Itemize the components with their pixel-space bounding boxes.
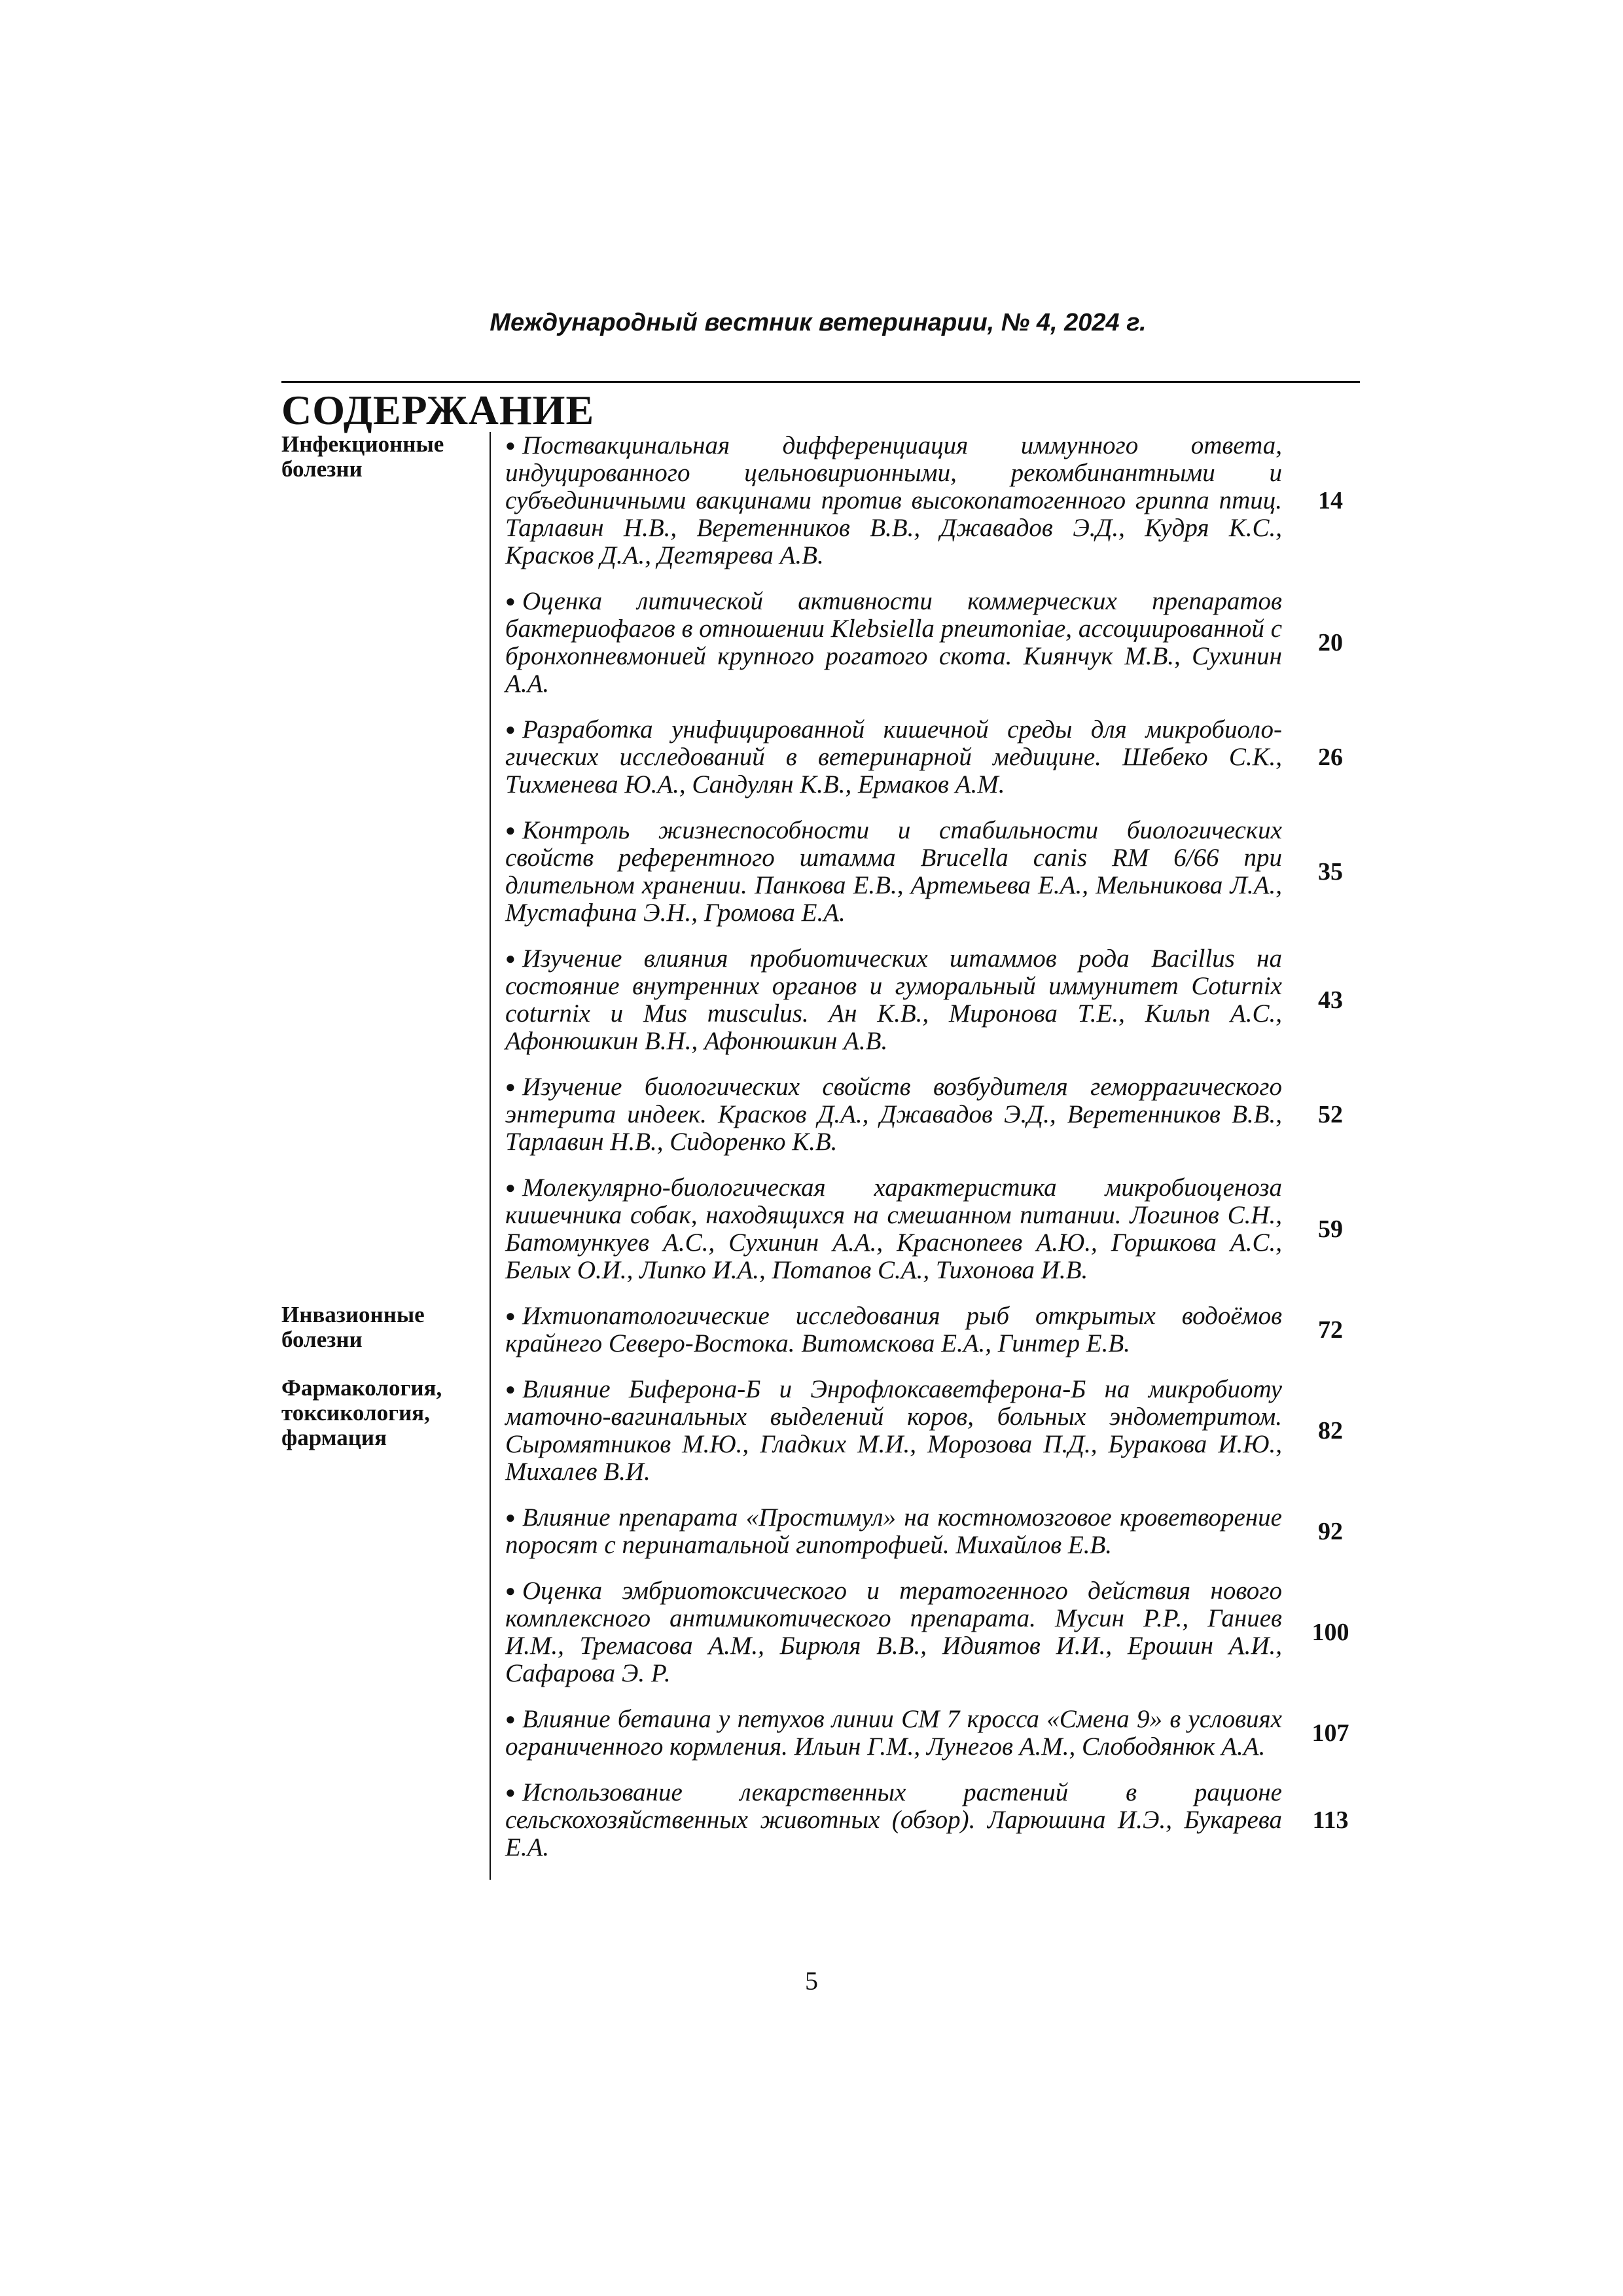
toc-entry[interactable] bbox=[505, 1376, 1282, 1486]
entry-page-number: 26 bbox=[1318, 744, 1343, 771]
section-cell bbox=[281, 945, 490, 1073]
toc-row bbox=[281, 588, 1359, 716]
entry-page-number: 20 bbox=[1318, 629, 1343, 656]
toc-entry[interactable] bbox=[505, 1577, 1282, 1687]
entry-cell bbox=[490, 1174, 1302, 1302]
entry-cell bbox=[490, 1302, 1302, 1376]
toc-body bbox=[281, 432, 1359, 1880]
entry-title: Оценка эмбриотоксического и тератогенного действия нового комплексного антимикотического препарата. Мусин Р.Р., Ганиев И.М., Тремасова А.М., Бирюля В.В., Идиятов И.И., Ерошин А.И., Сафарова Э. Р. bbox=[505, 1577, 1282, 1687]
toc-row bbox=[281, 1376, 1359, 1504]
section-cell bbox=[281, 1376, 490, 1504]
toc-entry[interactable] bbox=[505, 817, 1282, 927]
entry-page-number: 52 bbox=[1318, 1101, 1343, 1128]
table-of-contents bbox=[281, 432, 1360, 1880]
entry-cell bbox=[490, 1376, 1302, 1504]
toc-row bbox=[281, 945, 1359, 1073]
toc-row bbox=[281, 1779, 1359, 1880]
toc-entry[interactable] bbox=[505, 716, 1282, 798]
entry-page-number: 43 bbox=[1318, 986, 1343, 1014]
header-rule bbox=[281, 381, 1360, 383]
entry-cell bbox=[490, 1073, 1302, 1174]
entry-page-number: 113 bbox=[1312, 1806, 1349, 1834]
entry-title: Молекулярно-биологическая характеристика микробиоценоза кишечника собак, находящихся на смешанном питании. Логинов С.Н., Батомункуев А.С., Сухинин А.А., Краснопеев А.Ю., Горшкова А.С., Белых О.И., Липко И.А., Потапов С.А., Тихонова И.В. bbox=[505, 1174, 1282, 1284]
entry-cell bbox=[490, 945, 1302, 1073]
entry-title: Использование лекарственных растений в рационе сельскохозяйственных животных (обзор). Ларюшина И.Э., Букарева Е.А. bbox=[505, 1778, 1282, 1861]
bullet-icon: ● bbox=[505, 1380, 516, 1399]
entry-cell bbox=[490, 817, 1302, 945]
entry-title: Ихтиопатологические исследования рыб открытых водоёмов крайнего Северо-Востока. Витомскова Е.А., Гинтер Е.В. bbox=[505, 1302, 1282, 1357]
entry-page-number: 82 bbox=[1318, 1417, 1343, 1444]
bullet-icon: ● bbox=[505, 592, 516, 611]
toc-entry[interactable] bbox=[505, 1302, 1282, 1357]
bullet-icon: ● bbox=[505, 821, 516, 840]
entry-cell bbox=[490, 588, 1302, 716]
toc-row bbox=[281, 1302, 1359, 1376]
bullet-icon: ● bbox=[505, 1306, 516, 1325]
entry-cell bbox=[490, 1706, 1302, 1779]
entry-cell bbox=[490, 432, 1302, 588]
toc-title: СОДЕРЖАНИЕ bbox=[281, 387, 595, 433]
entry-cell bbox=[490, 716, 1302, 817]
entry-page-number: 72 bbox=[1318, 1316, 1343, 1344]
entry-page-number: 100 bbox=[1311, 1619, 1349, 1646]
entry-page-number: 59 bbox=[1318, 1215, 1343, 1243]
entry-page-number: 14 bbox=[1318, 487, 1343, 514]
bullet-icon: ● bbox=[505, 1178, 516, 1197]
section-label: Фармакология, токсикология, фармация bbox=[281, 1375, 442, 1450]
toc-entry[interactable] bbox=[505, 588, 1282, 698]
section-cell bbox=[281, 1779, 490, 1880]
entry-title: Оценка литической активности коммерческих препаратов бактериофагов в отношении Klebsiella pneumoniae, ассоциированной с бронхопневмонией крупного рогатого скота. Киянчук М.В., Сухинин А.А. bbox=[505, 587, 1282, 698]
section-cell bbox=[281, 1577, 490, 1706]
toc-row bbox=[281, 1706, 1359, 1779]
bullet-icon: ● bbox=[505, 436, 516, 455]
bullet-icon: ● bbox=[505, 1077, 516, 1096]
entry-title: Поствакцинальная дифференциация иммунного ответа, индуцированного цельновирионными, рекомбинантными и субъединичными вакцинами против высокопатогенного гриппа птиц. Тарлавин Н.В., Веретенников В.В., Джавадов Э.Д., Кудря К.С., Красков Д.А., Дегтярева А.В. bbox=[505, 431, 1282, 569]
page-number: 5 bbox=[805, 1966, 818, 1996]
toc-entry[interactable] bbox=[505, 432, 1282, 569]
entry-page-number: 107 bbox=[1311, 1719, 1349, 1747]
entry-title: Влияние бетаина у петухов линии СМ 7 кросса «Смена 9» в условиях ограниченного кормления. Ильин Г.М., Лунегов А.М., Слободянюк А.А. bbox=[505, 1705, 1282, 1761]
entry-title: Контроль жизнеспособности и стабильности биологических свойств референтного штамма Brucella canis RM 6/66 при длительном хранении. Панкова Е.В., Артемьева Е.А., Мельникова Л.А., Мустафина Э.Н., Громова Е.А. bbox=[505, 816, 1282, 927]
entry-title: Изучение биологических свойств возбудителя геморрагического энтерита индеек. Красков Д.А., Джавадов Э.Д., Веретенников В.В., Тарлавин Н.В., Сидоренко К.В. bbox=[505, 1073, 1282, 1156]
toc-row bbox=[281, 432, 1359, 588]
entry-page-number: 92 bbox=[1318, 1518, 1343, 1545]
toc-entry[interactable] bbox=[505, 1504, 1282, 1559]
section-cell bbox=[281, 1504, 490, 1577]
bullet-icon: ● bbox=[505, 720, 516, 739]
section-cell bbox=[281, 1174, 490, 1302]
entry-cell bbox=[490, 1577, 1302, 1706]
running-title: Международный вестник ветеринарии, № 4, 2024 г. bbox=[490, 309, 1147, 336]
entry-title: Изучение влияния пробиотических штаммов рода Bacillus на состояние внутренних органов и гуморальный иммунитет Coturnix coturnix и Mus musculus. Ан К.В., Миронова Т.Е., Кильп А.С., Афонюшкин В.Н., Афонюшкин А.В. bbox=[505, 944, 1282, 1055]
section-cell bbox=[281, 716, 490, 817]
entry-title: Влияние Биферона-Б и Энрофлоксаветферона-Б на микробиоту маточно-вагинальных выделений коров, больных эндометритом. Сыромятников М.Ю., Гладких М.И., Морозова П.Д., Буракова И.Ю., Михалев В.И. bbox=[505, 1375, 1282, 1486]
toc-row bbox=[281, 1577, 1359, 1706]
bullet-icon: ● bbox=[505, 1581, 516, 1600]
section-cell bbox=[281, 817, 490, 945]
toc-entry[interactable] bbox=[505, 1706, 1282, 1761]
toc-entry[interactable] bbox=[505, 1174, 1282, 1284]
toc-row bbox=[281, 817, 1359, 945]
toc-row bbox=[281, 1073, 1359, 1174]
entry-cell bbox=[490, 1779, 1302, 1880]
entry-cell bbox=[490, 1504, 1302, 1577]
section-cell bbox=[281, 1073, 490, 1174]
toc-row bbox=[281, 1174, 1359, 1302]
section-cell bbox=[281, 432, 490, 588]
bullet-icon: ● bbox=[505, 1508, 516, 1527]
toc-entry[interactable] bbox=[505, 1073, 1282, 1156]
entry-title: Разработка унифицированной кишечной среды для микробиоло-гических исследований в ветеринарной медицине. Шебеко С.К., Тихменева Ю.А., Сандулян К.В., Ермаков А.М. bbox=[505, 715, 1282, 798]
bullet-icon: ● bbox=[505, 1783, 516, 1802]
toc-entry[interactable] bbox=[505, 1779, 1282, 1861]
bullet-icon: ● bbox=[505, 949, 516, 968]
toc-row bbox=[281, 1504, 1359, 1577]
section-label: Инфекционные болезни bbox=[281, 431, 444, 482]
section-cell bbox=[281, 1302, 490, 1376]
section-cell bbox=[281, 588, 490, 716]
entry-page-number: 35 bbox=[1318, 858, 1343, 886]
toc-row bbox=[281, 716, 1359, 817]
bullet-icon: ● bbox=[505, 1710, 516, 1729]
section-cell bbox=[281, 1706, 490, 1779]
entry-title: Влияние препарата «Простимул» на костномозговое кроветворение поросят с перинатальной гипотрофией. Михайлов Е.В. bbox=[505, 1503, 1282, 1559]
toc-entry[interactable] bbox=[505, 945, 1282, 1055]
section-label: Инвазионные болезни bbox=[281, 1302, 425, 1352]
